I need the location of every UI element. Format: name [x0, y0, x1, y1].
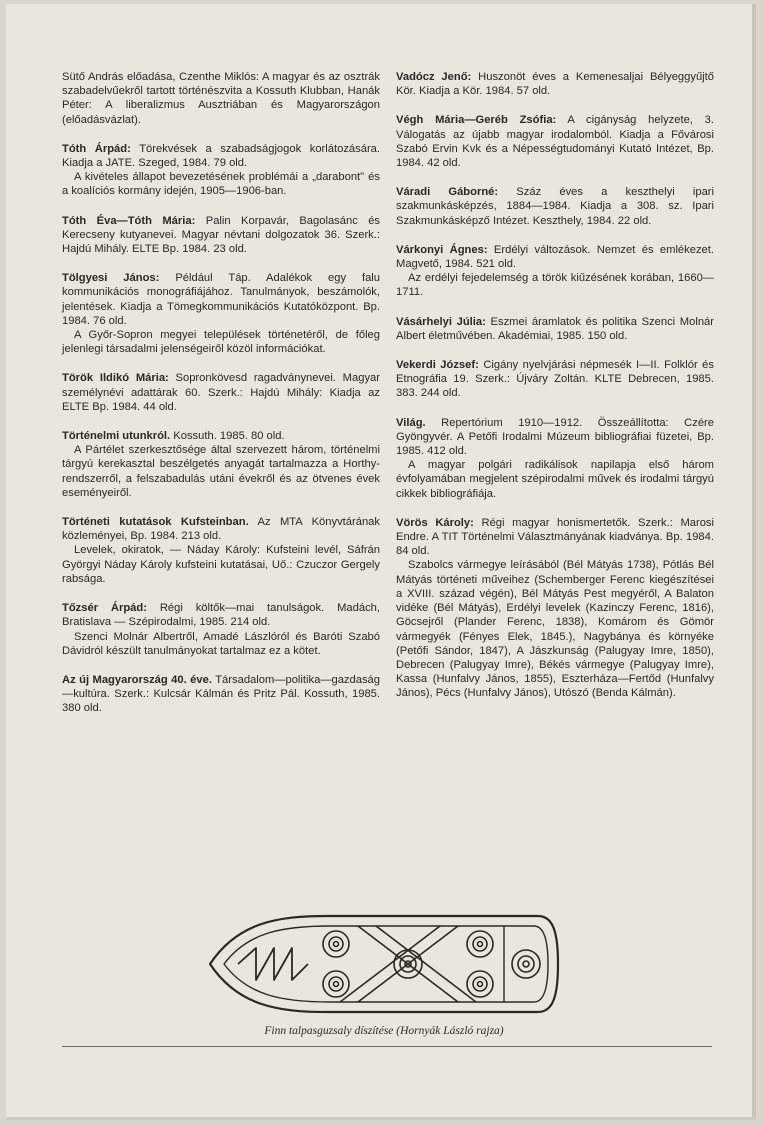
entry-paragraph: [396, 558, 714, 700]
entry-paragraph: [62, 371, 380, 414]
entry-paragraph: [396, 315, 714, 343]
entry-text: Repertórium 1910—1912. Összeállította: Czére Gyöngyvér. A Petőfi Irodalmi Múzeum bibliográfiai füzetei, Bp. 1985. 412 old.: [396, 416, 714, 458]
right-entry: [396, 70, 714, 98]
entry-paragraph: [62, 170, 380, 198]
entry-text: Cigány nyelvjárási népmesék I—II. Folklór és Etnográfia 19. Szerk.: Újváry Zoltán. KLTE Debrecen, 1985. 383. 244 old.: [396, 359, 714, 400]
entry-paragraph: [396, 516, 714, 559]
entry-text: Levelek, okiratok, — Náday Károly: Kufsteini levél, Sáfrán Györgyi Náday Károly kufsteini kutatásai, Uő.: Czuczor Gergely rabsága.: [62, 544, 380, 585]
entry-paragraph: [62, 601, 380, 629]
entry-text: A Győr-Sopron megyei települések történetéről, de főleg jelenlegi társadalmi jelenségeiről közöl információkat.: [62, 329, 380, 356]
left-column: [62, 70, 380, 731]
entry-text: Kossuth. 1985. 80 old.: [173, 430, 285, 443]
entry-text: Huszonöt éves a Kemenesaljai Bélyeggyűjtő Kör. Kiadja a Kör. 1984. 57 old.: [396, 71, 715, 98]
entry-paragraph: [62, 630, 380, 658]
entry-text: A kivételes állapot bevezetésének problémái a „darabont" és a koalíciós kormány idején, 1905—1906-ban.: [62, 171, 380, 198]
entry-text: Palin Korpavár, Bagolasánc és Kerecseny kutyanevei. Magyar névtani dolgozatok 36. Szerk.: Hajdú Mihály. ELTE Bp. 1984. 23 old.: [62, 214, 381, 256]
entry-heading: Tőzsér Árpád:: [62, 602, 147, 615]
entry-text: A magyar polgári radikálisok napilapja első három évfolyamában megjelent szépirodalmi művek és irodalmi tárgyú cikkek bibliográfiája.: [396, 459, 714, 500]
left-entry: [62, 271, 380, 356]
scanned-page: [6, 4, 756, 1120]
entry-paragraph: [62, 214, 380, 257]
entry-text: Erdélyi változások. Nemzet és emlékezet. Magvető, 1984. 521 old.: [396, 243, 714, 271]
entry-text: Régi magyar honismertetők. Szerk.: Marosi Endre. A TIT Történelmi Választmányának kiadványa. Bp. 1984. 84 old.: [396, 516, 715, 558]
entry-heading: Váradi Gáborné:: [396, 186, 499, 199]
entry-paragraph: [62, 142, 380, 170]
entry-heading: Vásárhelyi Júlia:: [396, 315, 486, 328]
right-entry: [396, 416, 714, 501]
right-entry: [396, 243, 714, 300]
entry-heading: Történeti kutatások Kufsteinban.: [62, 516, 249, 529]
entry-paragraph: [396, 458, 714, 501]
entry-text: Törekvések a szabadságjogok korlátozására. Kiadja a JATE. Szeged, 1984. 79 old.: [62, 142, 381, 170]
entry-heading: Tóth Árpád:: [62, 142, 131, 155]
entry-heading: Vekerdi József:: [396, 359, 479, 372]
entry-paragraph: [62, 543, 380, 586]
right-entry: [396, 315, 714, 343]
entry-text: Száz éves a keszthelyi ipari szakmunkásképzés, 1884—1984. Kiadja a 308. sz. Ipari Szakmunkásképző Intézet. Keszthely, 1984. 22 old.: [396, 186, 714, 227]
left-entry: [62, 429, 380, 500]
right-entry: [396, 516, 714, 701]
entry-text: Sopronkövesd ragadványnevei. Magyar személynévi adattárak 60. Szerk.: Hajdú Mihály: Kiadja az ELTE Bp. 1984. 44 old.: [62, 372, 380, 413]
entry-text: A cigányság helyzete, 3. Válogatás az újabb magyar irodalomból. Kiadja a Fővárosi Szabó Ervin Kvk és a Népességtudományi Kutató Intézet, Bp. 1984. 42 old.: [396, 114, 714, 170]
entry-paragraph: [396, 271, 714, 299]
entry-text: Eszmei áramlatok és politika Szenci Molnár Albert életművében. Akadémiai, 1985. 150 old.: [396, 315, 714, 342]
entry-paragraph: [396, 416, 714, 459]
entry-text: Társadalom—politika—gazdaság—kultúra. Szerk.: Kulcsár Kálmán és Pritz Pál. Kossuth, 1985. 380 old.: [62, 673, 381, 715]
right-entry: [396, 113, 714, 170]
bottom-rule: [62, 1046, 712, 1047]
entry-paragraph: [62, 429, 380, 443]
entry-paragraph: [62, 515, 380, 543]
right-entry: [396, 358, 714, 401]
entry-heading: Végh Mária—Geréb Zsófia:: [396, 114, 557, 127]
entry-paragraph: [62, 70, 380, 127]
entry-heading: Vadócz Jenő:: [396, 71, 472, 83]
entry-heading: Várkonyi Ágnes:: [396, 243, 488, 256]
entry-paragraph: [396, 70, 714, 98]
left-entry: [62, 371, 380, 414]
entry-paragraph: [396, 243, 714, 271]
entry-paragraph: [62, 673, 380, 716]
entry-paragraph: [396, 185, 714, 228]
entry-paragraph: [62, 271, 380, 328]
entry-text: Szenci Molnár Albertről, Amadé Lászlóról és Baróti Szabó Dávidról készült tanulmányokat tartalmaz ez a kötet.: [62, 630, 380, 657]
entry-heading: Világ.: [396, 416, 426, 429]
entry-text: Az MTA Könyvtárának közleményei, Bp. 1984. 213 old.: [62, 516, 380, 543]
left-entry: [62, 515, 380, 586]
entry-heading: Török Ildikó Mária:: [62, 372, 169, 385]
figure-caption: Finn talpasguzsaly díszítése (Hornyák László rajza): [264, 1025, 504, 1037]
entry-text: Szabolcs vármegye leírásából (Bél Mátyás 1738), Pótlás Bél Mátyás történeti műveihez (Schemberger Ferenc kiegészítései a XVIII. század végén), Bél Mátyás Pest megyéről, A Balaton vidéke (Bél Mátyás), Erdélyi levelek (Kazinczy Ferenc, 1816), Göcsejről (Plander Ferenc, 1838), Komárom és Gömör vármegyék (Fényes Elek, 1845.), Nagybánya és környéke (Petőfi Sándor, 1847), A Jászkunság (Palugyay Imre, 1850), Debrecen (Palugyay Imre), Békés vármegye (Palugyay Imre), Kassa (Hunfalvy János, 1855), Eszterháza—Fertőd (Hunfalvy János), Pécs (Hunfalvy János), Utószó (Benda Kálmán).: [396, 559, 714, 700]
entry-heading: Vörös Károly:: [396, 516, 474, 529]
entry-paragraph: [396, 113, 714, 170]
entry-text: A Pártélet szerkesztősége által szervezett három, történelmi tárgyú kerekasztal beszélgetés anyagát tartalmazza a Horthy-rendszerről, a felszabadulás utáni évekről és az ötvenes évek eseményeiről.: [62, 444, 380, 499]
spindle-ornament-illustration: [208, 912, 560, 1018]
entry-paragraph: [62, 328, 380, 356]
entry-text: Sütő András előadása, Czenthe Miklós: A magyar és az osztrák szabadelvűekről tartott történészvita a Kossuth Klubban, Hanák Péter: A liberalizmus Ausztriában és Magyarországon (előadásvázlat).: [62, 71, 380, 126]
entry-text: Régi költők—mai tanulságok. Madách, Bratislava — Szépirodalmi, 1985. 214 old.: [62, 602, 381, 629]
right-entry: [396, 185, 714, 228]
left-entry: [62, 142, 380, 199]
entry-heading: Tóth Éva—Tóth Mária:: [62, 214, 196, 227]
entry-heading: Tölgyesi János:: [62, 272, 160, 285]
entry-paragraph: [62, 443, 380, 500]
entry-paragraph: [396, 358, 714, 401]
left-entry: [62, 70, 380, 127]
entry-text: Az erdélyi fejedelemség a török kiűzésének korában, 1660—1711.: [396, 272, 714, 299]
left-entry: [62, 673, 380, 716]
left-entry: [62, 601, 380, 658]
entry-heading: Az új Magyarország 40. éve.: [62, 673, 212, 686]
left-entry: [62, 214, 380, 257]
entry-text: Például Táp. Adalékok egy falu kommunikációs monográfiájához. Tanulmányok, beszámolók, jelentések. Kiadja a Tömegkommunikációs Kutatóközpont. Bp. 1984. 76 old.: [62, 272, 381, 327]
entry-heading: Történelmi utunkról.: [62, 430, 171, 443]
right-column: [396, 70, 714, 716]
